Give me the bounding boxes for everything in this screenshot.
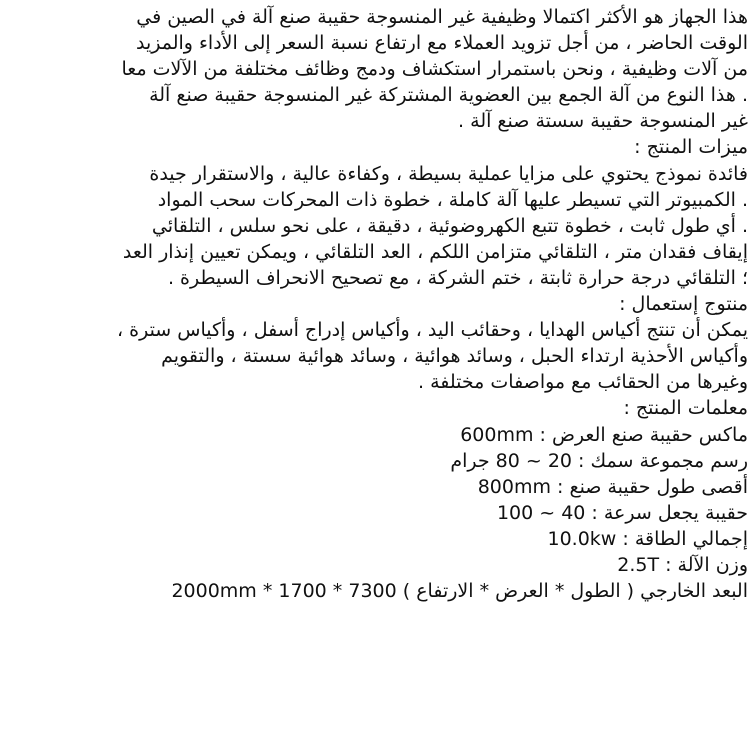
params-heading: معلمات المنتج : [623,397,748,420]
features-line: . الكمبيوتر التي تسيطر عليها آلة كاملة ، خطوة ذات المحركات سحب المواد [157,188,748,211]
usage-heading: منتوج إستعمال : [619,293,748,316]
usage-line: وغيرها من الحقائب مع مواصفات مختلفة . [418,371,748,394]
params-list [6,422,748,605]
features-line: فائدة نموذج يحتوي على مزايا عملية بسيطة ، وكفاءة عالية ، والاستقرار جيدة [149,162,748,185]
features-paragraph [6,161,748,291]
param-speed: حقيبة يجعل سرعة : 40 ~ 100 [496,501,748,524]
features-line: ؛ التلقائي درجة حرارة ثابتة ، ختم الشركة ، مع تصحيح الانحراف السيطرة . [167,266,748,289]
intro-line: الوقت الحاضر ، من أجل تزويد العملاء مع ارتفاع نسبة السعر إلى الأداء والمزيد [135,32,748,55]
intro-paragraph [6,4,748,134]
intro-line: هذا الجهاز هو الأكثر اكتمالا وظيفية غير المنسوجة حقيبة صنع آلة في الصين في [136,6,748,28]
intro-line: غير المنسوجة حقيبة سستة صنع آلة . [458,110,748,133]
features-heading: ميزات المنتج : [634,136,748,159]
usage-line: وأكياس الأحذية ارتداء الحبل ، وسائد هوائية ، وسائد هوائية سستة ، والتقويم [161,345,748,368]
features-line: إيقاف فقدان متر ، التلقائي متزامن اللكم ، العد التلقائي ، ويمكن تعيين إنذار العد [122,240,748,263]
features-line: . أي طول ثابت ، خطوة تتبع الكهروضوئية ، دقيقة ، على نحو سلس ، التلقائي [151,214,748,237]
param-thickness: رسم مجموعة سمك : 20 ~ 80 جرام [450,449,748,472]
param-dimensions: البعد الخارجي ( الطول * العرض * الارتفاع ) 7300 * 1700 * 2000mm [171,580,748,603]
usage-paragraph [6,317,748,395]
param-machine-weight: وزن الآلة : 2.5T [617,553,748,576]
intro-line: من آلات وظيفية ، ونحن باستمرار استكشاف ودمج وظائف مختلفة من الآلات معا [121,58,748,81]
param-total-power: إجمالي الطاقة : 10.0kw [547,527,748,550]
param-max-length: أقصى طول حقيبة صنع : 800mm [477,475,748,498]
intro-line: . هذا النوع من آلة الجمع بين العضوية المشتركة غير المنسوجة حقيبة صنع آلة [149,84,748,107]
param-max-width: ماكس حقيبة صنع العرض : 600mm [460,423,748,446]
usage-line: يمكن أن تنتج أكياس الهدايا ، وحقائب اليد ، وأكياس إدراج أسفل ، وأكياس سترة ، [116,319,748,342]
